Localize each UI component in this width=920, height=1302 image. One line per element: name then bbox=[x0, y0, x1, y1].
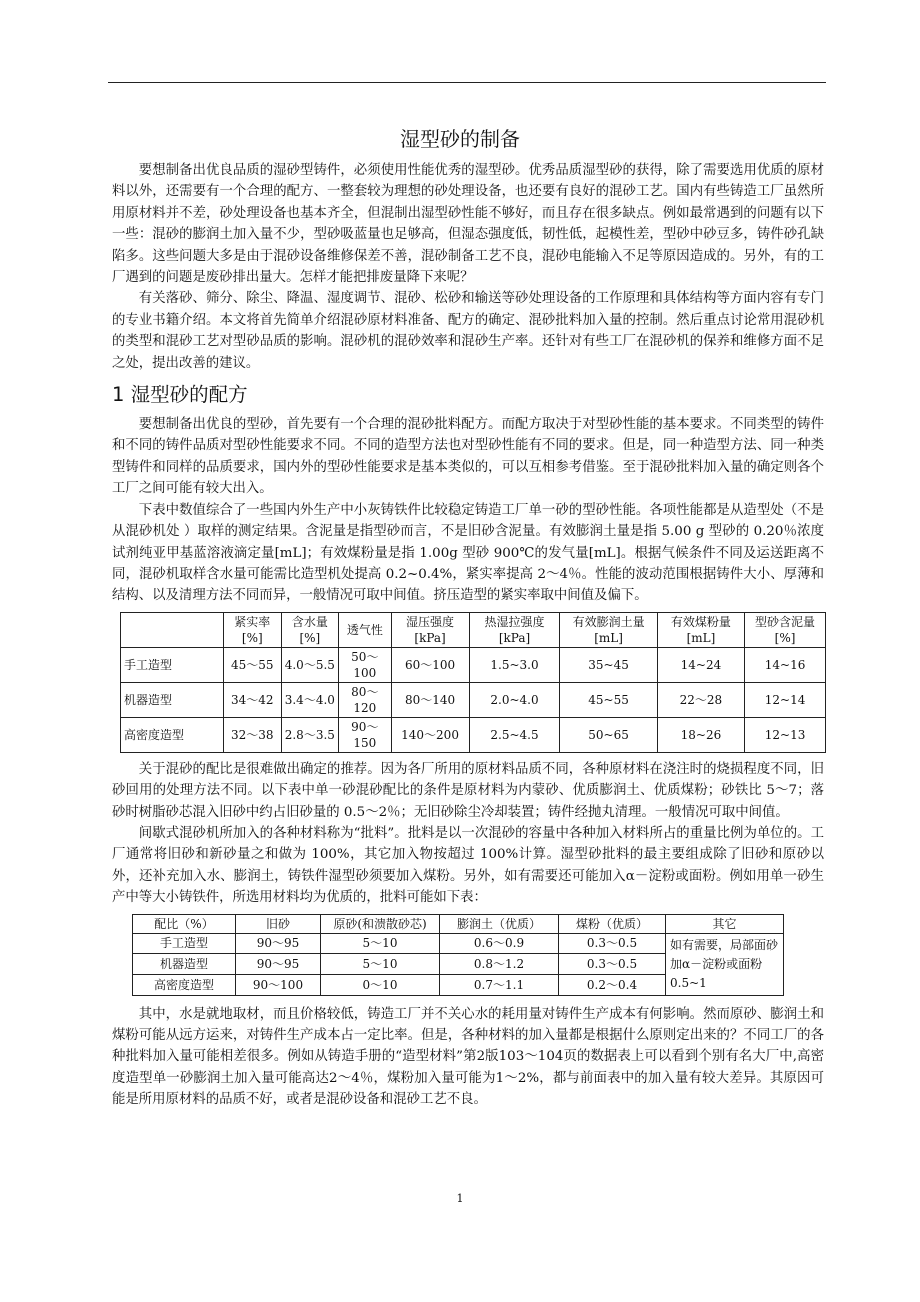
section-paragraph-5: 其中，水是就地取材，而且价格较低，铸造工厂并不关心水的耗用量对铸件生产成本有何影响。然而原砂、膨润土和煤粉可能从远方运来，对铸件生产成本占一定比率。但是，各种材料的加入量都是根据什么原则定出来的？不同工厂的各种批料加入量可能相差很多。例如从铸造手册的“造型材料”第2版103～104页的数据表上可以看到个别有名大厂中,高密度造型单一砂膨润土加入量可能高达2～4％，煤粉加入量可能为1～2%，都与前面表中的加入量有较大差异。其原因可能是所用原材料的品质不好，或者是混砂设备和混砂工艺不良。 bbox=[112, 1006, 824, 1108]
table-cell: 0.3～0.5 bbox=[559, 933, 666, 954]
table-header-cell: 热湿拉强度[kPa] bbox=[469, 612, 560, 647]
table-cell: 90～95 bbox=[236, 933, 321, 954]
table-cell: 50~65 bbox=[560, 717, 657, 752]
table-cell: 22～28 bbox=[657, 682, 744, 717]
table-header-cell: 含水量[%] bbox=[281, 612, 339, 647]
table-other-cell: 如有需要，局部面砂加α－淀粉或面粉 0.5~1 bbox=[666, 933, 784, 995]
table-cell: 90～95 bbox=[236, 954, 321, 975]
table-header-cell: 配比（%） bbox=[133, 914, 236, 933]
table-header-row bbox=[121, 612, 826, 647]
table-header-cell: 原砂(和溃散砂芯) bbox=[321, 914, 440, 933]
table-cell: 机器造型 bbox=[133, 954, 236, 975]
table-cell: 3.4～4.0 bbox=[281, 682, 339, 717]
table-cell: 高密度造型 bbox=[121, 717, 224, 752]
table-cell: 2.8～3.5 bbox=[281, 717, 339, 752]
table-cell: 2.0~4.0 bbox=[469, 682, 560, 717]
table-cell: 140～200 bbox=[391, 717, 469, 752]
table-header-cell: 透气性 bbox=[339, 612, 391, 647]
table-cell: 34～42 bbox=[224, 682, 282, 717]
table-cell: 80～140 bbox=[391, 682, 469, 717]
table-cell: 0.3～0.5 bbox=[559, 954, 666, 975]
batch-ratio-table bbox=[132, 914, 784, 996]
table-cell: 90～100 bbox=[236, 974, 321, 995]
table-header-cell: 煤粉（优质） bbox=[559, 914, 666, 933]
sand-properties-table bbox=[120, 612, 826, 753]
table-header-row bbox=[133, 914, 784, 933]
table-cell: 机器造型 bbox=[121, 682, 224, 717]
table-cell: 5～10 bbox=[321, 954, 440, 975]
page-title: 湿型砂的制备 bbox=[400, 127, 520, 151]
table-header-cell: 膨润土（优质） bbox=[440, 914, 559, 933]
table-cell: 0.8～1.2 bbox=[440, 954, 559, 975]
intro-paragraph-2: 有关落砂、筛分、除尘、降温、湿度调节、混砂、松砂和输送等砂处理设备的工作原理和具体结构等方面内容有专门的专业书籍介绍。本文将首先简单介绍混砂原材料准备、配方的确定、混砂批料加入量的控制。然后重点讨论常用混砂机的类型和混砂工艺对型砂品质的影响。混砂机的混砂效率和混砂生产率。还针对有些工厂在混砂机的保养和维修方面不足之处，提出改善的建议。 bbox=[112, 291, 824, 371]
table-header-cell: 有效煤粉量[mL] bbox=[657, 612, 744, 647]
section-paragraph-1: 要想制备出优良的型砂，首先要有一个合理的混砂批料配方。而配方取决于对型砂性能的基本要求。不同类型的铸件和不同的铸件品质对型砂性能要求不同。不同的造型方法也对型砂性能有不同的要求。但是，同一种造型方法、同一种类型铸件和同样的品质要求，国内外的型砂性能要求是基本类似的，可以互相参考借鉴。至于混砂批料加入量的确定则各个工厂之间可能有较大出入。 bbox=[112, 417, 824, 497]
table-cell: 高密度造型 bbox=[133, 974, 236, 995]
table-cell: 90～150 bbox=[339, 717, 391, 752]
table-cell: 12~13 bbox=[745, 717, 826, 752]
table-row bbox=[121, 647, 826, 682]
table-cell: 18~26 bbox=[657, 717, 744, 752]
table-cell: 0～10 bbox=[321, 974, 440, 995]
table-cell: 14~24 bbox=[657, 647, 744, 682]
section-paragraph-2: 下表中数值综合了一些国内外生产中小灰铸铁件比较稳定铸造工厂单一砂的型砂性能。各项性能都是从造型处（不是从混砂机处 ）取样的测定结果。含泥量是指型砂而言，不是旧砂含泥量。有效膨润土量是指 5.00 g 型砂的 0.20％浓度试剂纯亚甲基蓝溶液滴定量[mL]；有效煤粉量是指 1.00g 型砂 900℃的发气量[mL]。根据气候条件不同及运送距离不同，混砂机取样含水量可能需比造型机处提高 0.2~0.4%，紧实率提高 2～4％。性能的波动范围根据铸件大小、厚薄和结构、以及清理方法不同而异，一般情况可取中间值。挤压造型的紧实率取中间值及偏下。 bbox=[112, 502, 824, 604]
section-paragraph-3: 关于混砂的配比是很难做出确定的推荐。因为各厂所用的原材料品质不同，各种原材料在浇注时的烧损程度不同，旧砂回用的处理方法不同。以下表中单一砂混砂配比的条件是原材料为内蒙砂、优质膨润土、优质煤粉；砂铁比 5～7；落砂时树脂砂芯混入旧砂中约占旧砂量的 0.5～2％；无旧砂除尘冷却装置；铸件经抛丸清理。一般情况可取中间值。 bbox=[112, 761, 824, 820]
table-cell: 14~16 bbox=[745, 647, 826, 682]
document-body bbox=[112, 160, 824, 1111]
table-cell: 45~55 bbox=[560, 682, 657, 717]
table-cell: 2.5~4.5 bbox=[469, 717, 560, 752]
table-cell: 1.5~3.0 bbox=[469, 647, 560, 682]
table-header-cell: 湿压强度[kPa] bbox=[391, 612, 469, 647]
section-paragraph-4: 间歇式混砂机所加入的各种材料称为“批料”。批料是以一次混砂的容量中各种加入材料所占的重量比例为单位的。工厂通常将旧砂和新砂量之和做为 100%，其它加入物按超过 100%计算。湿型砂批料的最主要组成除了旧砂和原砂以外，还补充加入水、膨润土，铸铁件湿型砂须要加入煤粉。另外，如有需要还可能加入α－淀粉或面粉。例如用单一砂生产中等大小铸铁件，所选用材料均为优质的，批料可能如下表： bbox=[112, 825, 824, 906]
table-header-cell: 紧实率[%] bbox=[224, 612, 282, 647]
table-header-cell: 旧砂 bbox=[236, 914, 321, 933]
table-cell: 35~45 bbox=[560, 647, 657, 682]
table-header-cell: 其它 bbox=[666, 914, 784, 933]
header-rule bbox=[108, 82, 826, 83]
table-header-cell bbox=[121, 612, 224, 647]
table-row bbox=[121, 682, 826, 717]
table-cell: 32～38 bbox=[224, 717, 282, 752]
table-cell: 60～100 bbox=[391, 647, 469, 682]
page-number: 1 bbox=[456, 1192, 464, 1205]
table-cell: 4.0～5.5 bbox=[281, 647, 339, 682]
table-header-cell: 有效膨润土量[mL] bbox=[560, 612, 657, 647]
table-row bbox=[121, 717, 826, 752]
table-cell: 0.7～1.1 bbox=[440, 974, 559, 995]
section-heading: 1 湿型砂的配方 bbox=[112, 383, 248, 407]
table-cell: 手工造型 bbox=[121, 647, 224, 682]
table-cell: 0.6～0.9 bbox=[440, 933, 559, 954]
table-cell: 50～100 bbox=[339, 647, 391, 682]
table-cell: 0.2～0.4 bbox=[559, 974, 666, 995]
table-cell: 手工造型 bbox=[133, 933, 236, 954]
table-cell: 12~14 bbox=[745, 682, 826, 717]
table-cell: 45～55 bbox=[224, 647, 282, 682]
intro-paragraph-1: 要想制备出优良品质的湿砂型铸件，必须使用性能优秀的湿型砂。优秀品质湿型砂的获得，除了需要选用优质的原材料以外，还需要有一个合理的配方、一整套较为理想的砂处理设备，也还要有良好的混砂工艺。国内有些铸造工厂虽然所用原材料并不差，砂处理设备也基本齐全，但混制出湿型砂性能不够好，而且存在很多缺点。例如最常遇到的问题有以下一些：混砂的膨润土加入量不少，型砂吸蓝量也足够高，但湿态强度低，韧性低，起模性差，型砂中砂豆多，铸件砂孔缺陷多。这些问题大多是由于混砂设备维修保差不善，混砂制备工艺不良，混砂电能输入不足等原因造成的。另外，有的工厂遇到的问题是废砂排出量大。怎样才能把排废量降下来呢？ bbox=[112, 163, 824, 286]
table-row bbox=[133, 933, 784, 954]
table-header-cell: 型砂含泥量[%] bbox=[745, 612, 826, 647]
table-cell: 5～10 bbox=[321, 933, 440, 954]
table-cell: 80～120 bbox=[339, 682, 391, 717]
